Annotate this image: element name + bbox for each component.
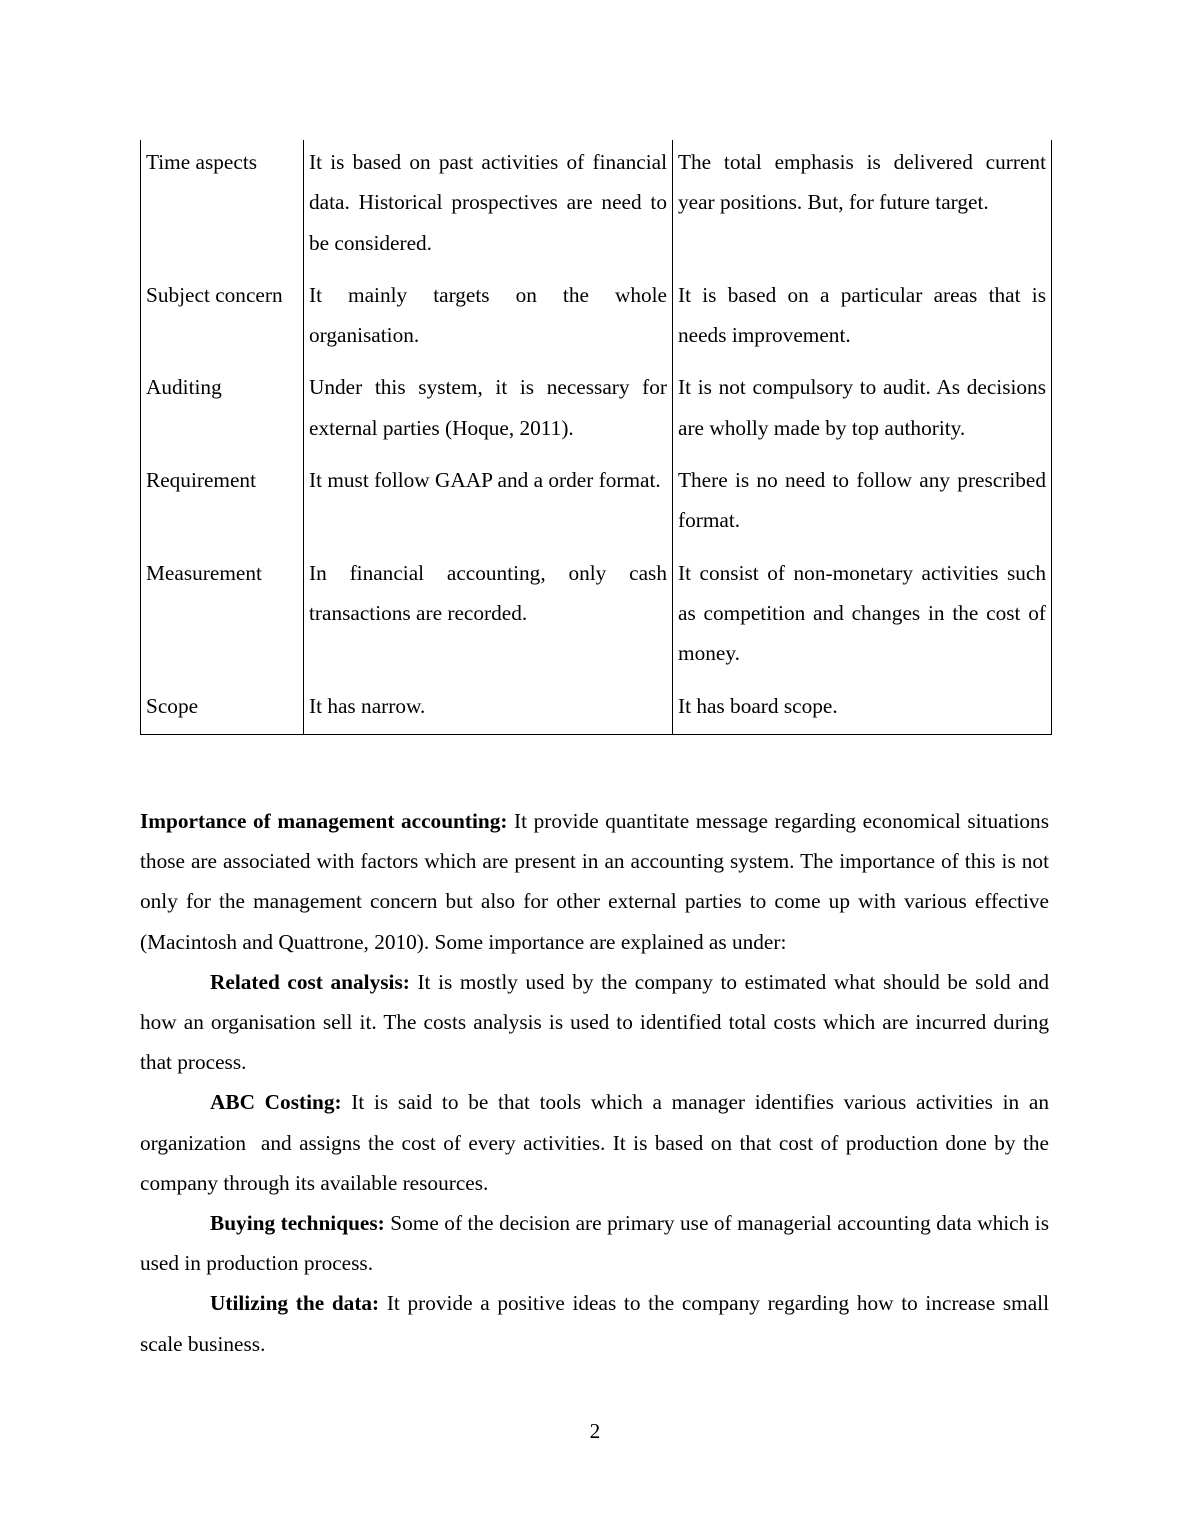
- table-row: [141, 458, 1052, 551]
- table-row: [141, 365, 1052, 458]
- table-row: [141, 273, 1052, 366]
- paragraph-utilizing-data: [140, 1283, 1049, 1363]
- aspect-cell: Scope: [141, 684, 304, 735]
- paragraph-buying-techniques: [140, 1203, 1049, 1283]
- management-cell: There is no need to follow any prescribed format.: [673, 458, 1052, 551]
- management-cell: It is based on a particular areas that is needs improvement.: [673, 273, 1052, 366]
- paragraph-heading: Buying techniques:: [210, 1211, 385, 1236]
- paragraph-related-cost: [140, 962, 1049, 1083]
- aspect-cell: Subject concern: [141, 273, 304, 366]
- paragraph-text: It provide quantitate message regarding economical situations those are associated with factors which are present in an accounting system. The importance of this is not only for the management concern but also for other external parties to come up with various effective (Macintosh and Quattrone, 2010). Some importance are explained as under:: [140, 809, 1049, 954]
- paragraph-text: It is mostly used by the company to estimated what should be sold and how an organisation sell it. The costs analysis is used to identified total costs which are incurred during that process.: [140, 969, 1049, 1075]
- financial-cell: It must follow GAAP and a order format.: [304, 458, 673, 551]
- paragraph-text: It provide a positive ideas to the company regarding how to increase small scale business.: [140, 1291, 1050, 1356]
- paragraph-text: It is said to be that tools which a manager identifies various activities in an organization and assigns the cost of every activities. It is based on that cost of production done by the company through its available resources.: [140, 1090, 1055, 1195]
- aspect-cell: Auditing: [141, 365, 304, 458]
- page-number: 2: [589, 1419, 601, 1443]
- financial-cell: Under this system, it is necessary for external parties (Hoque, 2011).: [304, 365, 673, 458]
- paragraph-heading: Importance of management accounting:: [140, 809, 508, 833]
- management-cell: It is not compulsory to audit. As decisions are wholly made by top authority.: [673, 365, 1052, 458]
- management-cell: The total emphasis is delivered current year positions. But, for future target.: [673, 140, 1052, 273]
- paragraph-abc-costing: [140, 1082, 1055, 1203]
- aspect-cell: Time aspects: [141, 140, 304, 273]
- body-text: [140, 801, 1055, 1364]
- paragraph-heading: ABC Costing:: [210, 1090, 342, 1115]
- paragraph-text: Some of the decision are primary use of managerial accounting data which is used in production process.: [140, 1211, 1049, 1276]
- financial-cell: It mainly targets on the whole organisation.: [304, 273, 673, 366]
- paragraph-importance: [140, 801, 1049, 962]
- table-row: [141, 684, 1052, 735]
- aspect-cell: Requirement: [141, 458, 304, 551]
- management-cell: It has board scope.: [673, 684, 1052, 735]
- financial-cell: It is based on past activities of financial data. Historical prospectives are need to be considered.: [304, 140, 673, 273]
- financial-cell: In financial accounting, only cash transactions are recorded.: [304, 551, 673, 684]
- aspect-cell: Measurement: [141, 551, 304, 684]
- financial-cell: It has narrow.: [304, 684, 673, 735]
- table-row: [141, 551, 1052, 684]
- table-row: [141, 140, 1052, 273]
- comparison-table: [140, 140, 1052, 735]
- management-cell: It consist of non-monetary activities such as competition and changes in the cost of money.: [673, 551, 1052, 684]
- paragraph-heading: Related cost analysis:: [210, 969, 410, 994]
- paragraph-heading: Utilizing the data:: [210, 1291, 380, 1316]
